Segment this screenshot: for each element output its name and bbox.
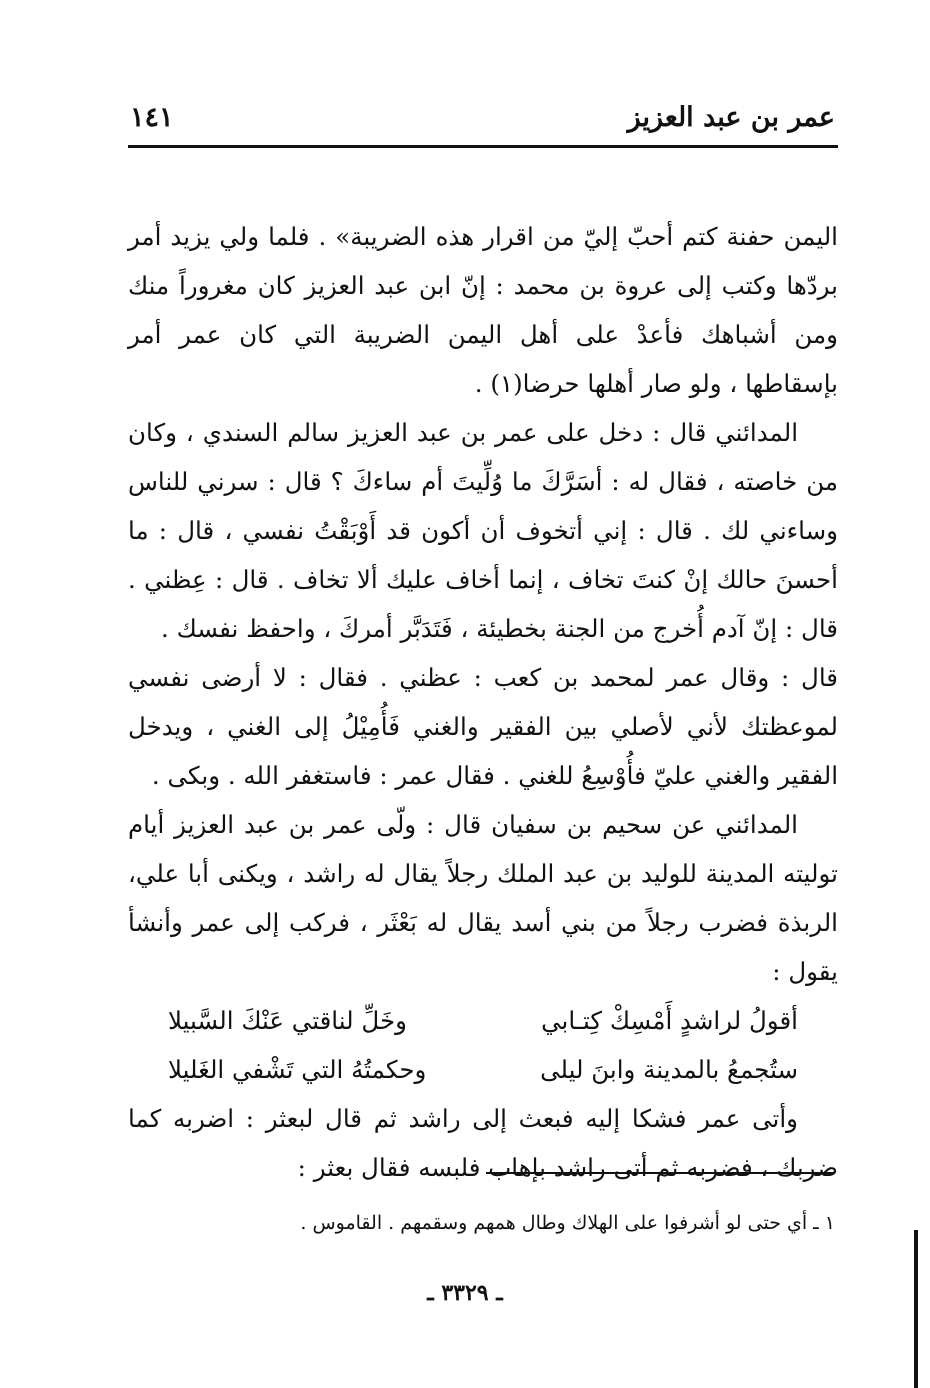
verse-second-hemistich: وخَلِّ لناقتي عَنْكَ السَّبيلا xyxy=(168,1006,407,1035)
paragraph: المدائني عن سحيم بن سفيان قال : ولّى عمر بن عبد العزيز أيام توليته المدينة للوليد بن عبد الملك رجلاً يقال له راشد ، ويكنى أبا علي، الربذة فضرب رجلاً من بني أسد يقال له بَعْثَر ، فركب إلى عمر وأنشأ يقول : xyxy=(128,810,838,986)
verse-second-hemistich: وحكمتُهُ التي تَشْفي الغَليلا xyxy=(168,1055,427,1084)
verse-first-hemistich: أقولُ لراشدٍ أَمْسِكْ كِتـابي xyxy=(541,1006,798,1035)
header-rule xyxy=(128,145,838,148)
paragraph: وأتى عمر فشكا إليه فبعث إلى راشد ثم قال لبعثر : اضربه كما ضربك ، فضربه ثم أتى راشد بإهاب فلبسه فقال بعثر : xyxy=(128,1104,838,1182)
running-header-title: عمر بن عبد العزيز xyxy=(627,102,835,133)
paragraph: المدائني قال : دخل على عمر بن عبد العزيز سالم السندي ، وكان من خاصته ، فقال له : أسَرَّكَ ما وُلِّيتَ أم ساءكَ ؟ قال : سرني للناس وساءني لك . قال : إني أتخوف أن أكون قد أَوْبَقْتُ نفسي ، قال : ما أحسنَ حالك إنْ كنتَ تخاف ، إنما أخاف عليك ألا تخاف . قال : عِظني . قال : إنّ آدم أُخرج من الجنة بخطيئة ، فَتَدَبَّر أمركَ ، واحفظ نفسك . xyxy=(128,418,838,643)
scan-edge-mark xyxy=(914,1230,918,1388)
footnote: ١ ـ أي حتى لو أشرفوا على الهلاك وطال همهم وسقمهم . القاموس . xyxy=(300,1212,835,1234)
paragraph: اليمن حفنة كتم أحبّ إليّ من اقرار هذه الضريبة» . فلما ولي يزيد أمر بردّها وكتب إلى عروة بن محمد : إنّ ابن عبد العزيز كان مغروراً منك ومن أشباهك فأعدْ على أهل اليمن الضريبة التي كان عمر أمر بإسقاطها ، ولو صار أهلها حرضا(١) . xyxy=(128,222,838,398)
running-header-page-number: ١٤١ xyxy=(130,102,174,133)
footer-page-number: ـ ٣٣٢٩ ـ xyxy=(427,1280,503,1306)
paragraph: قال : وقال عمر لمحمد بن كعب : عظني . فقال : لا أرضى نفسي لموعظتك لأني لأصلي بين الفقير والغني فَأُمِيْلُ إلى الغني ، ويدخل الفقير والغني عليّ فأُوْسِعُ للغني . فقال عمر : فاستغفر الله . وبكى . xyxy=(128,663,838,790)
poem-verse xyxy=(128,1045,838,1094)
verse-first-hemistich: ستُجمعُ بالمدينة وابنَ ليلى xyxy=(540,1055,798,1084)
footnote-rule xyxy=(486,1172,834,1174)
poem xyxy=(128,996,838,1094)
poem-verse xyxy=(128,996,838,1045)
main-text xyxy=(128,212,838,1192)
